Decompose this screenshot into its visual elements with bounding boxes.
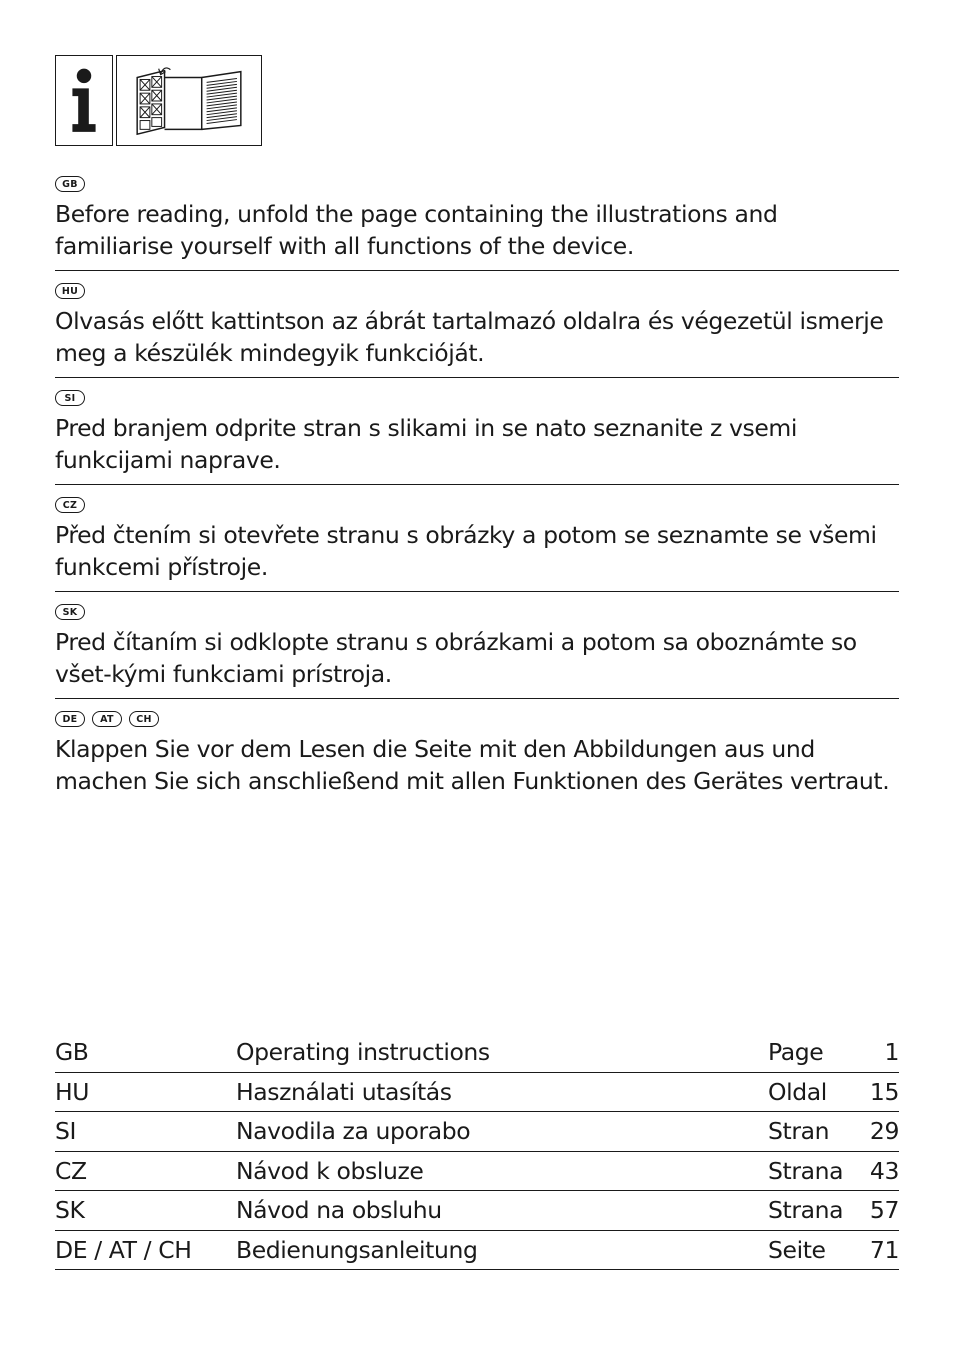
language-instruction-text: Pred branjem odprite stran s slikami in se nato seznanite z vsemi funkcijami naprave.	[55, 414, 798, 474]
info-icon	[55, 55, 113, 146]
page-content	[55, 55, 899, 805]
language-section	[55, 271, 899, 378]
toc-page-number: 71	[869, 1235, 899, 1264]
language-badge: CH	[129, 711, 159, 727]
unfold-page-icon	[116, 55, 262, 146]
toc-language-code: DE / AT / CH	[55, 1235, 192, 1264]
toc-row	[55, 1191, 899, 1231]
language-badge: SK	[55, 604, 85, 620]
toc-language-code: HU	[55, 1077, 90, 1106]
language-badge: SI	[55, 390, 85, 406]
language-section	[55, 485, 899, 592]
toc-page-number: 57	[869, 1196, 899, 1225]
toc-page-number: 43	[869, 1156, 899, 1185]
toc-manual-title: Használati utasítás	[236, 1077, 452, 1106]
toc-row	[55, 1152, 899, 1192]
language-badges	[55, 388, 899, 408]
toc-manual-title: Návod na obsluhu	[236, 1196, 442, 1225]
toc-page-word: Page	[768, 1038, 824, 1067]
toc-row	[55, 1231, 899, 1271]
language-badge: CZ	[55, 497, 85, 513]
toc-language-code: GB	[55, 1038, 89, 1067]
header-icons	[55, 55, 899, 146]
toc-manual-title: Bedienungsanleitung	[236, 1235, 478, 1264]
toc-manual-title: Návod k obsluze	[236, 1156, 424, 1185]
language-instruction-text: Před čtením si otevřete stranu s obrázky a potom se seznamte se všemi funkcemi přístroje.	[55, 521, 877, 581]
toc-page-number: 29	[869, 1117, 899, 1146]
toc-page-word: Strana	[768, 1196, 844, 1225]
toc-page-word: Stran	[768, 1117, 830, 1146]
toc-language-code: SI	[55, 1117, 77, 1146]
toc-page-word: Strana	[768, 1156, 844, 1185]
toc-language-code: SK	[55, 1196, 85, 1225]
language-instruction-text: Before reading, unfold the page containing the illustrations and familiarise yourself with all functions of the device.	[55, 200, 778, 260]
toc-row	[55, 1033, 899, 1073]
toc-manual-title: Navodila za uporabo	[236, 1117, 471, 1146]
language-instruction-text: Olvasás előtt kattintson az ábrát tartalmazó oldalra és végezetül ismerje meg a készülék mindegyik funkcióját.	[55, 307, 884, 367]
toc-row	[55, 1073, 899, 1113]
language-badge: DE	[55, 711, 85, 727]
language-section	[55, 174, 899, 271]
language-badges	[55, 602, 899, 622]
toc-row	[55, 1112, 899, 1152]
language-badge: GB	[55, 176, 85, 192]
language-badges	[55, 495, 899, 515]
language-badges	[55, 281, 899, 301]
table-of-contents	[55, 1033, 899, 1270]
language-sections	[55, 174, 899, 805]
toc-manual-title: Operating instructions	[236, 1038, 490, 1067]
language-badge: HU	[55, 283, 85, 299]
language-section	[55, 699, 899, 805]
toc-page-word: Seite	[768, 1235, 826, 1264]
language-instruction-text: Klappen Sie vor dem Lesen die Seite mit den Abbildungen aus und machen Sie sich anschließend mit allen Funktionen des Gerätes vertraut.	[55, 735, 890, 795]
language-badge: AT	[92, 711, 122, 727]
language-instruction-text: Pred čítaním si odklopte stranu s obrázkami a potom sa oboznámte so všet-kými funkciami prístroja.	[55, 628, 857, 688]
language-badges	[55, 174, 899, 194]
toc-page-word: Oldal	[768, 1077, 827, 1106]
toc-language-code: CZ	[55, 1156, 87, 1185]
toc-page-number: 1	[884, 1038, 899, 1067]
language-badges	[55, 709, 899, 729]
toc-page-number: 15	[869, 1077, 899, 1106]
language-section	[55, 592, 899, 699]
language-section	[55, 378, 899, 485]
